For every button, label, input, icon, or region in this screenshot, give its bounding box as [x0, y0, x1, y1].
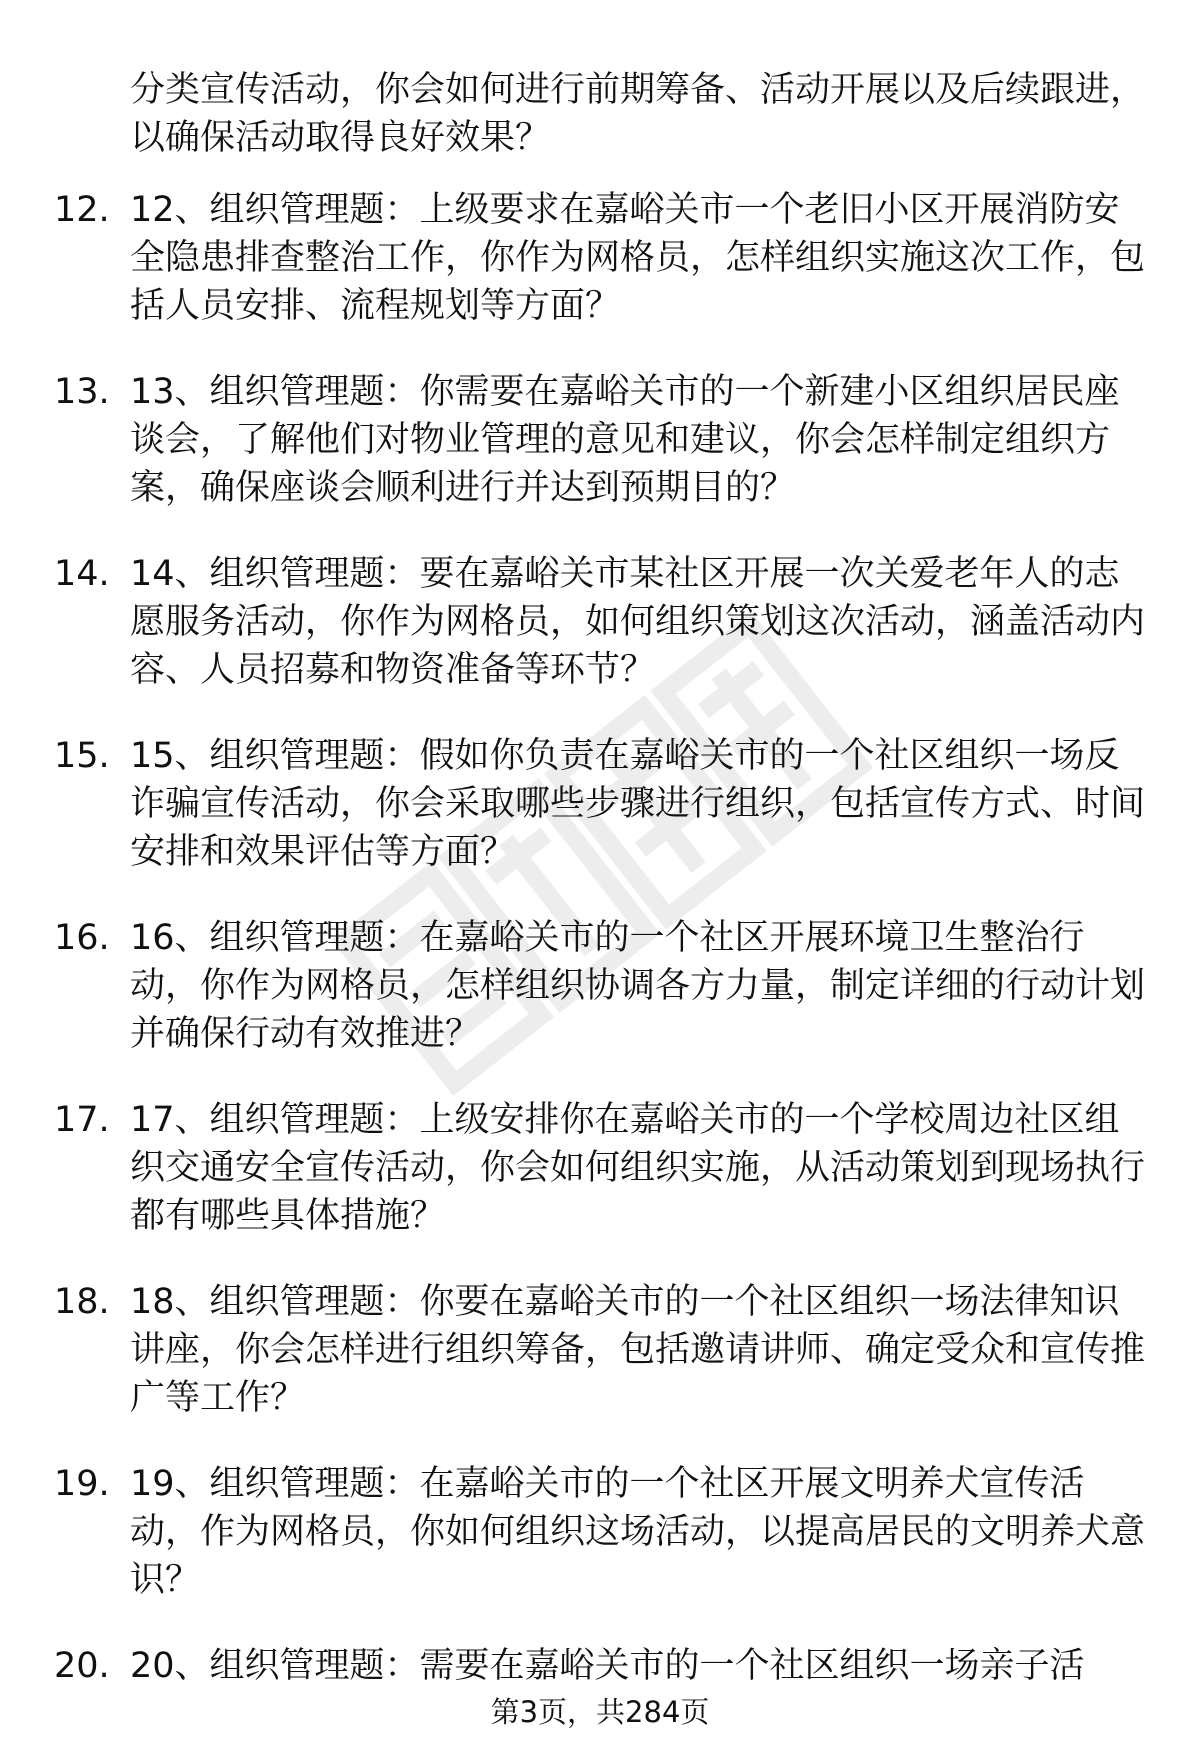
question-text: 14、组织管理题：要在嘉峪关市某社区开展一次关爱老年人的志愿服务活动，你作为网格员，如何组织策划这次活动，涵盖活动内容、人员招募和物资准备等环节？ — [130, 554, 1146, 690]
page-footer: 第3页，共284页 — [490, 1695, 710, 1729]
question-number: 12. — [54, 190, 110, 230]
question-item — [0, 550, 1200, 732]
question-number: 17. — [54, 1100, 110, 1140]
question-number: 20. — [54, 1646, 110, 1686]
continued-question-text: 分类宣传活动，你会如何进行前期筹备、活动开展以及后续跟进，以确保活动取得良好效果？ — [130, 70, 1146, 158]
question-text: 19、组织管理题：在嘉峪关市的一个社区开展文明养犬宣传活动，作为网格员，你如何组织这场活动，以提高居民的文明养犬意识？ — [130, 1464, 1146, 1600]
question-list — [0, 186, 1200, 1702]
question-number: 16. — [54, 918, 110, 958]
question-number: 19. — [54, 1464, 110, 1504]
question-item — [0, 914, 1200, 1096]
question-item — [0, 1096, 1200, 1278]
question-text: 17、组织管理题：上级安排你在嘉峪关市的一个学校周边社区组织交通安全宣传活动，你会如何组织实施，从活动策划到现场执行都有哪些具体措施？ — [130, 1100, 1146, 1236]
question-number: 18. — [54, 1282, 110, 1322]
question-item — [0, 1460, 1200, 1642]
question-text: 13、组织管理题：你需要在嘉峪关市的一个新建小区组织居民座谈会，了解他们对物业管理的意见和建议，你会怎样制定组织方案，确保座谈会顺利进行并达到预期目的？ — [130, 372, 1120, 508]
question-text: 18、组织管理题：你要在嘉峪关市的一个社区组织一场法律知识讲座，你会怎样进行组织筹备，包括邀请讲师、确定受众和宣传推广等工作？ — [130, 1282, 1146, 1418]
question-text: 20、组织管理题：需要在嘉峪关市的一个社区组织一场亲子活 — [130, 1646, 1085, 1686]
question-text: 15、组织管理题：假如你负责在嘉峪关市的一个社区组织一场反诈骗宣传活动，你会采取哪些步骤进行组织，包括宣传方式、时间安排和效果评估等方面？ — [130, 736, 1146, 872]
question-text: 16、组织管理题：在嘉峪关市的一个社区开展环境卫生整治行动，你作为网格员，怎样组织协调各方力量，制定详细的行动计划并确保行动有效推进？ — [130, 918, 1146, 1054]
question-item — [0, 368, 1200, 550]
question-number: 15. — [54, 736, 110, 776]
question-number: 13. — [54, 372, 110, 412]
question-item — [0, 186, 1200, 368]
question-item — [0, 1278, 1200, 1460]
question-text: 12、组织管理题：上级要求在嘉峪关市一个老旧小区开展消防安全隐患排查整治工作，你作为网格员，怎样组织实施这次工作，包括人员安排、流程规划等方面？ — [130, 190, 1146, 326]
question-number: 14. — [54, 554, 110, 594]
question-item — [0, 732, 1200, 914]
